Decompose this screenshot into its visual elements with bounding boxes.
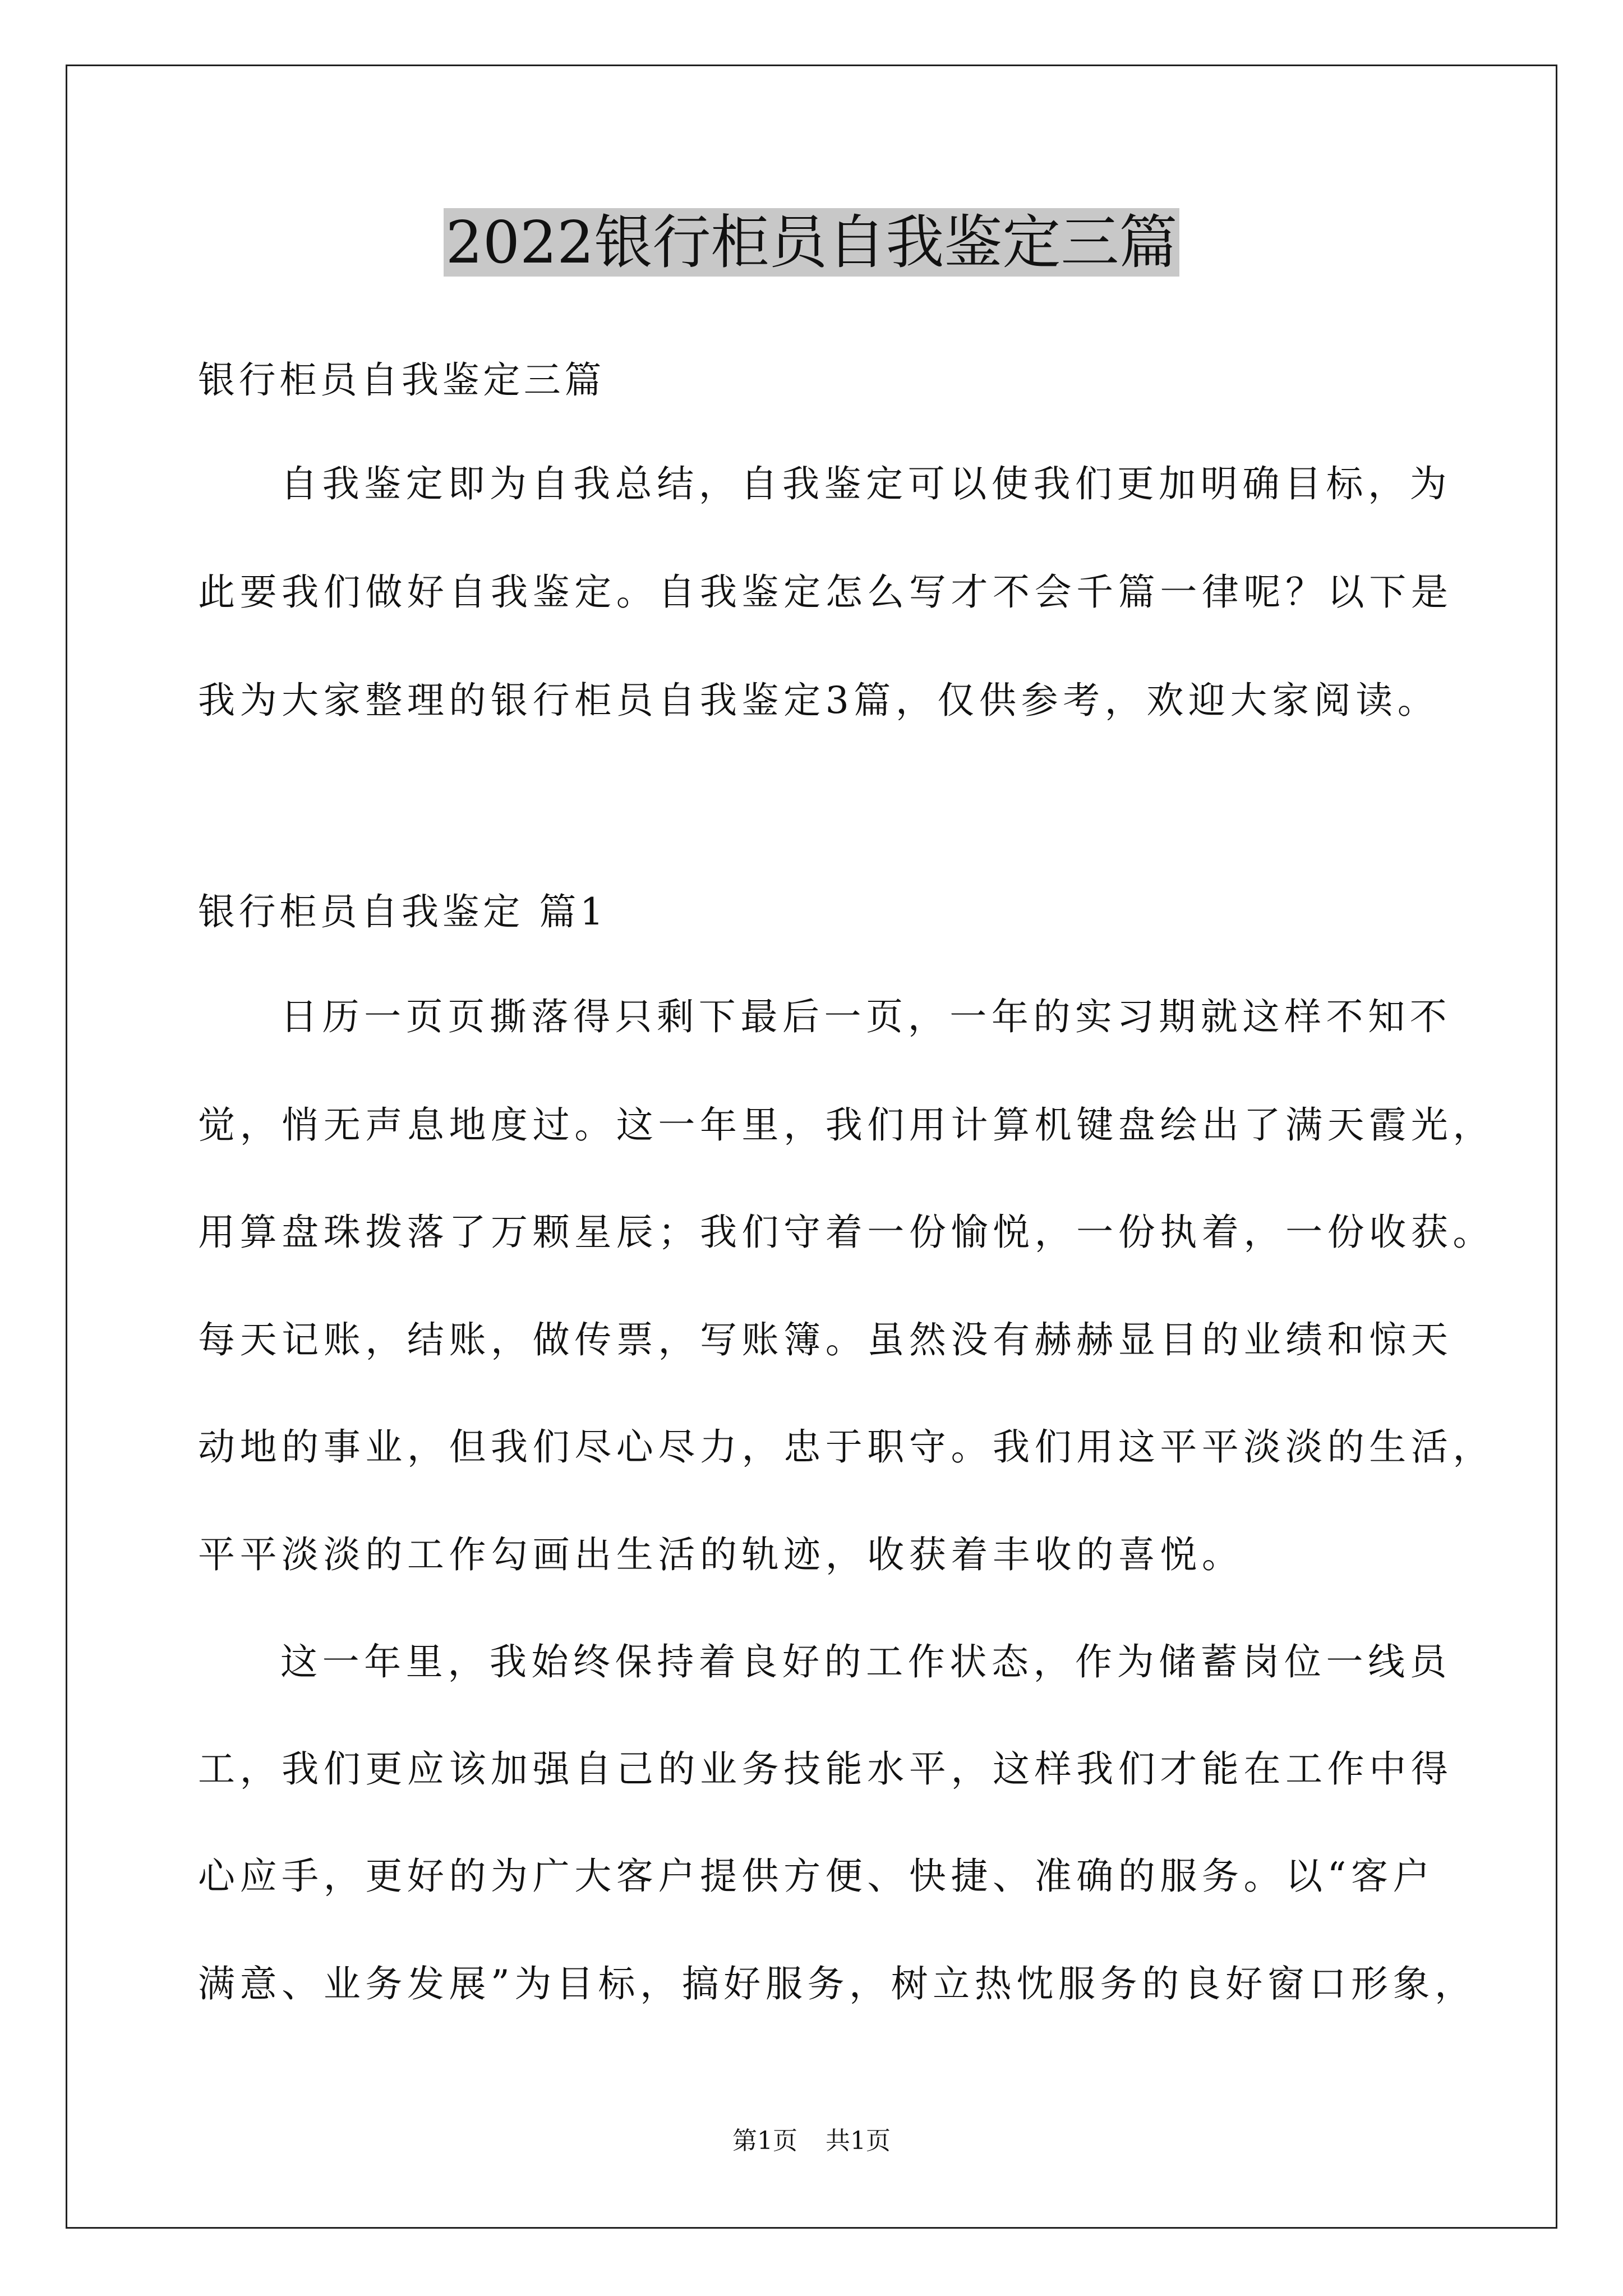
paragraph-line: 觉，悄无声息地度过。这一年里，我们用计算机键盘绘出了满天霞光， [198, 1103, 1495, 1147]
paragraph-line: 这一年里，我始终保持着良好的工作状态，作为储蓄岗位一线员 [280, 1640, 1452, 1683]
paragraph-line: 动地的事业，但我们尽心尽力，忠于职守。我们用这平平淡淡的生活， [198, 1425, 1495, 1469]
page-footer [0, 2124, 1623, 2158]
intro-line: 自我鉴定即为自我总结，自我鉴定可以使我们更加明确目标，为 [280, 462, 1452, 505]
section-heading: 银行柜员自我鉴定 篇1 [198, 890, 607, 933]
page-number: 第1页 [732, 2127, 797, 2155]
document-title-text: 2022银行柜员自我鉴定三篇 [444, 208, 1180, 277]
intro-line: 我为大家整理的银行柜员自我鉴定3篇，仅供参考，欢迎大家阅读。 [198, 679, 1440, 722]
document-title [0, 203, 1623, 282]
paragraph-line: 平平淡淡的工作勾画出生活的轨迹，收获着丰收的喜悦。 [198, 1533, 1244, 1576]
paragraph-line: 每天记账，结账，做传票，写账簿。虽然没有赫赫显目的业绩和惊天 [198, 1318, 1453, 1361]
paragraph-line: 日历一页页撕落得只剩下最后一页，一年的实习期就这样不知不 [280, 995, 1452, 1038]
paragraph-line: 心应手，更好的为广大客户提供方便、快捷、准确的服务。以“客户 [198, 1855, 1435, 1898]
paragraph-line: 用算盘珠拨落了万颗星辰；我们守着一份愉悦，一份执着，一份收获。 [198, 1211, 1495, 1254]
paragraph-line: 工，我们更应该加强自己的业务技能水平，这样我们才能在工作中得 [198, 1747, 1453, 1791]
document-subtitle: 银行柜员自我鉴定三篇 [198, 358, 605, 402]
paragraph-line: 满意、业务发展”为目标，搞好服务，树立热忱服务的良好窗口形象， [198, 1962, 1477, 2005]
intro-line: 此要我们做好自我鉴定。自我鉴定怎么写才不会千篇一律呢？以下是 [198, 570, 1453, 614]
page-total: 共1页 [826, 2127, 891, 2155]
